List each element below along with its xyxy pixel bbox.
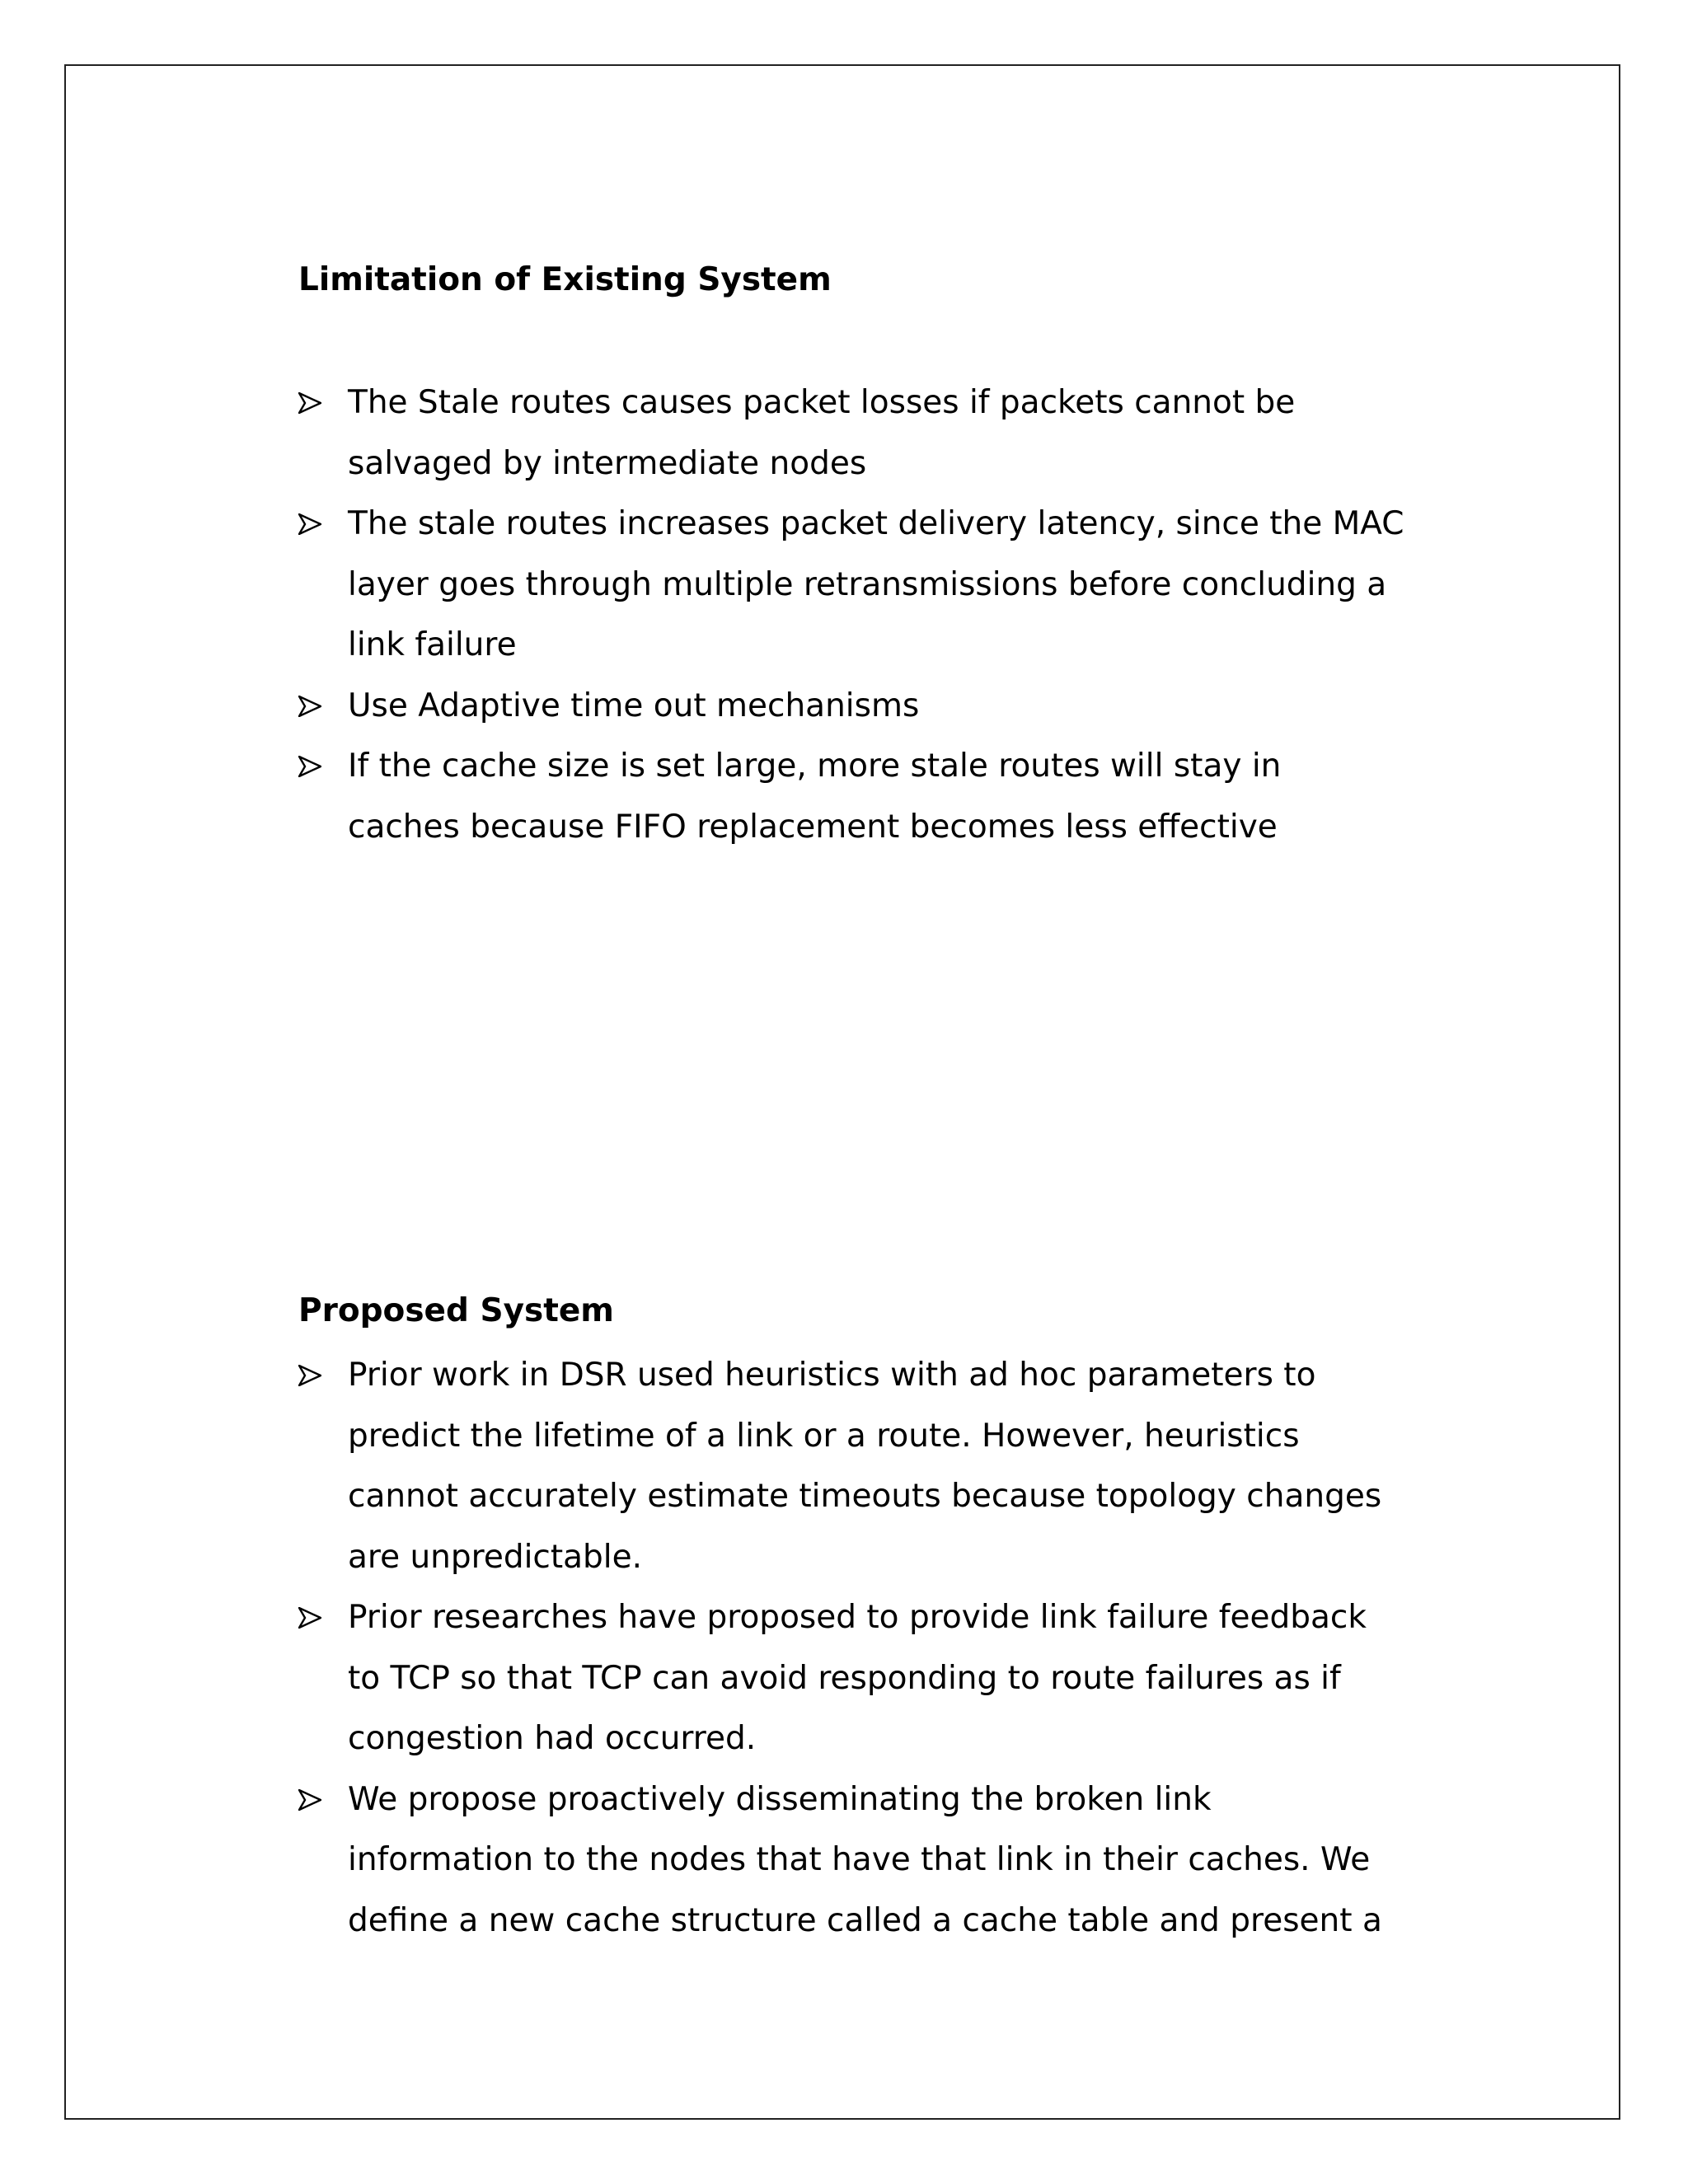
arrowhead-bullet-icon: [298, 513, 321, 535]
list-item: [298, 1587, 1469, 1769]
list-item-line: salvaged by intermediate nodes: [348, 444, 867, 482]
list-item-line: predict the lifetime of a link or a route. However, heuristics: [348, 1417, 1300, 1455]
list-item-line: Prior researches have proposed to provide link failure feedback: [348, 1599, 1367, 1636]
arrowhead-bullet-icon: [298, 1789, 321, 1811]
list-item-line: define a new cache structure called a cache table and present a: [348, 1901, 1382, 1939]
list-item-line: The stale routes increases packet delivery latency, since the MAC: [348, 505, 1404, 542]
list-item-line: layer goes through multiple retransmissions before concluding a: [348, 565, 1387, 603]
list-item: [298, 494, 1469, 676]
list-item-line: Prior work in DSR used heuristics with ad hoc parameters to: [348, 1357, 1316, 1394]
section-heading-proposed: Proposed System: [298, 1292, 614, 1329]
list-item: [298, 373, 1469, 494]
list-item-line: cannot accurately estimate timeouts because topology changes: [348, 1478, 1382, 1515]
list-item-line: to TCP so that TCP can avoid responding to route failures as if: [348, 1659, 1341, 1697]
list-item-line: caches because FIFO replacement becomes less effective: [348, 808, 1278, 846]
list-item-line: If the cache size is set large, more stale routes will stay in: [348, 748, 1282, 785]
list-item: [298, 736, 1469, 857]
arrowhead-bullet-icon: [298, 696, 321, 717]
list-item-line: are unpredictable.: [348, 1538, 643, 1576]
section-heading-limitations: Limitation of Existing System: [298, 261, 832, 298]
arrowhead-bullet-icon: [298, 392, 321, 414]
list-item-line: We propose proactively disseminating the broken link: [348, 1780, 1212, 1818]
list-item-line: congestion had occurred.: [348, 1720, 757, 1757]
list-item-line: link failure: [348, 626, 517, 663]
list-item-line: Use Adaptive time out mechanisms: [348, 687, 920, 724]
list-item-line: The Stale routes causes packet losses if packets cannot be: [348, 384, 1296, 421]
list-item: [298, 1345, 1469, 1587]
list-item: [298, 676, 1469, 737]
arrowhead-bullet-icon: [298, 756, 321, 777]
limitations-list: [298, 373, 1469, 857]
arrowhead-bullet-icon: [298, 1607, 321, 1629]
list-item: [298, 1769, 1469, 1952]
list-item-line: information to the nodes that have that link in their caches. We: [348, 1841, 1371, 1878]
proposed-list: [298, 1345, 1469, 1951]
arrowhead-bullet-icon: [298, 1365, 321, 1386]
